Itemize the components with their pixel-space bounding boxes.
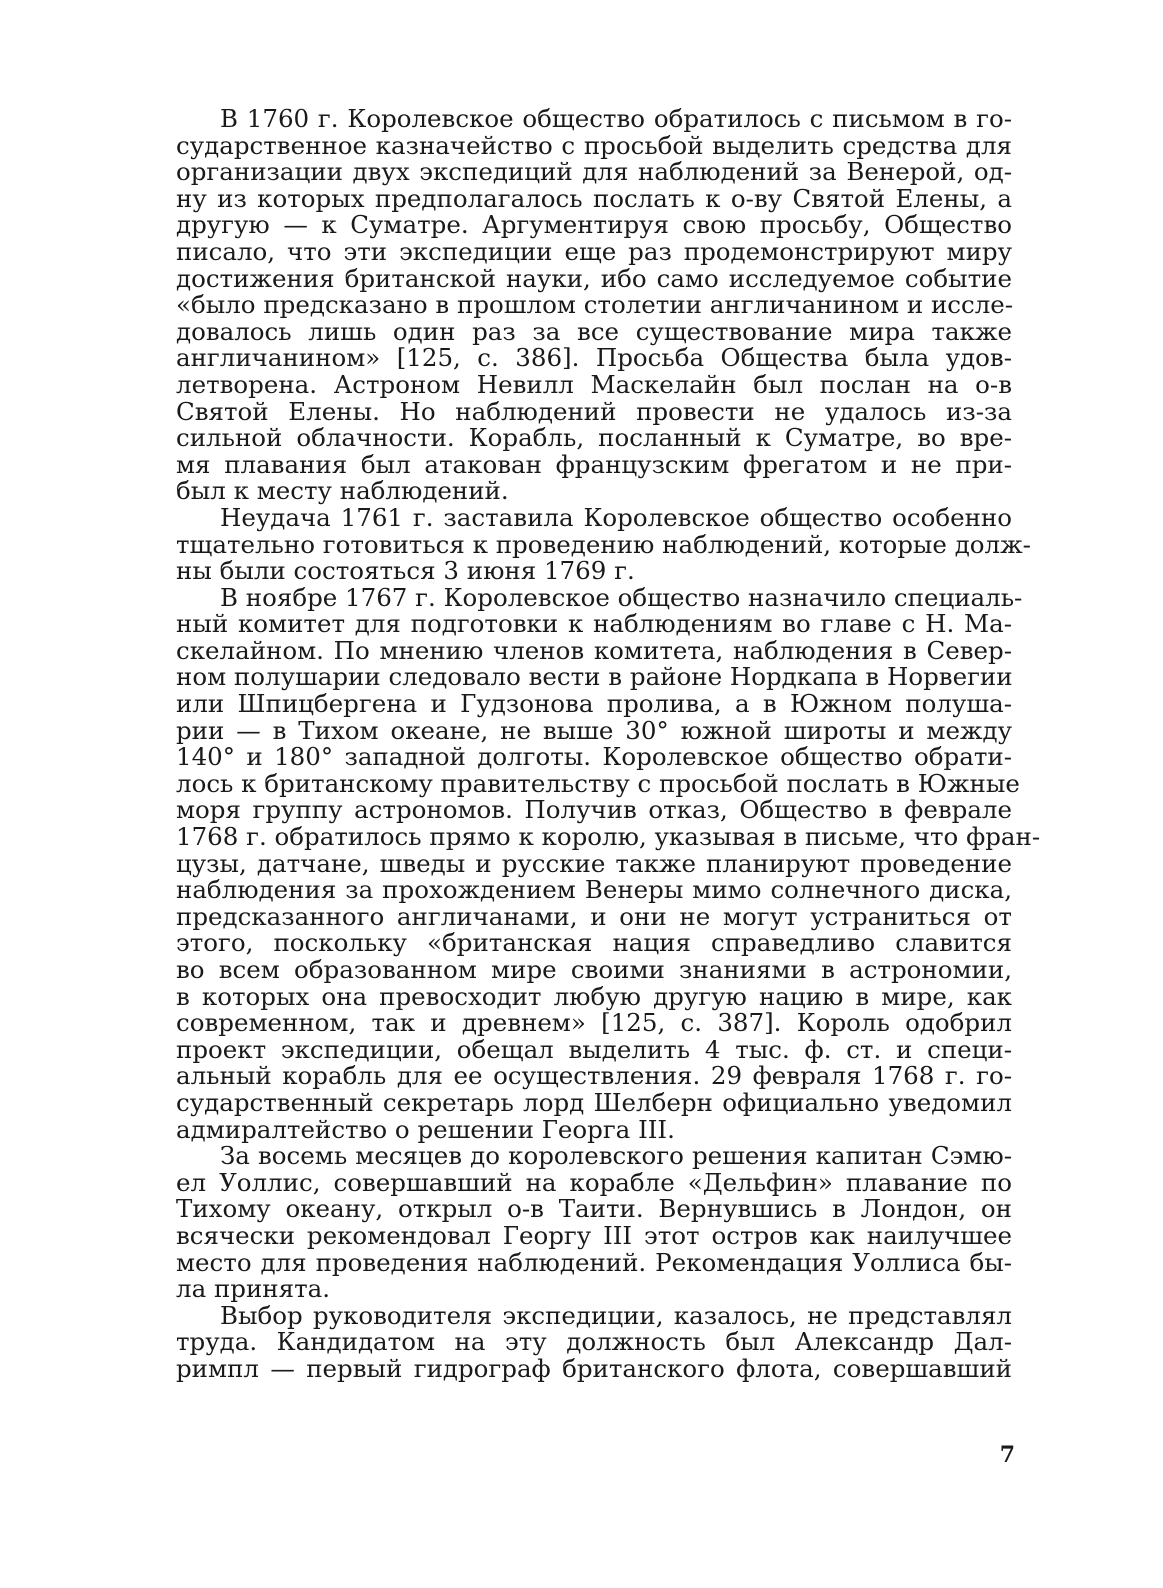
text-line: рии — в Тихом океане, не выше 30° южной широты и между — [176, 715, 1012, 745]
text-line: Неудача 1761 г. заставила Королевское общество особенно — [220, 502, 1012, 532]
text-line: альный корабль для ее осуществления. 29 февраля 1768 г. го- — [176, 1061, 1012, 1091]
paragraph — [176, 1300, 1012, 1383]
text-line: За восемь месяцев до королевского решения капитан Сэмю- — [220, 1141, 1012, 1171]
text-line: другую — к Суматре. Аргументируя свою просьбу, Общество — [176, 210, 1012, 240]
text-line: 140° и 180° западной долготы. Королевское общество обрати- — [176, 742, 1012, 772]
paragraph — [176, 582, 1041, 1144]
text-line: лось к британскому правительству с просьбой послать в Южные — [176, 768, 1020, 798]
text-line: 1768 г. обратилось прямо к королю, указывая в письме, что фран- — [176, 822, 1041, 852]
text-line: или Шпицбергена и Гудзонова пролива, а в Южном полуша- — [176, 689, 1012, 719]
paragraph — [176, 502, 1031, 586]
text-line: наблюдения за прохождением Венеры мимо солнечного диска, — [176, 875, 1012, 905]
text-line: в которых она превосходит любую другую нацию в мире, как — [176, 981, 1012, 1011]
text-line: Святой Елены. Но наблюдений провести не удалось из-за — [176, 396, 1012, 426]
text-line: сударственный секретарь лорд Шелберн официально уведомил — [176, 1087, 1012, 1117]
text-line: ный комитет для подготовки к наблюдениям во главе с Н. Ма- — [176, 609, 1012, 639]
text-line: моря группу астрономов. Получив отказ, Общество в феврале — [176, 795, 1012, 825]
text-line: скелайном. По мнению членов комитета, наблюдения в Север- — [176, 635, 1012, 665]
text-line: адмиралтейство о решении Георга III. — [176, 1114, 675, 1144]
text-line: «было предсказано в прошлом столетии англичанином и иссле- — [176, 290, 1014, 320]
text-line: во всем образованном мире своими знаниями в астрономии, — [176, 955, 1012, 984]
text-line: место для проведения наблюдений. Рекомендация Уоллиса бы- — [176, 1247, 1012, 1277]
text-line: цузы, датчане, шведы и русские также планируют проведение — [176, 848, 1012, 878]
text-line: организации двух экспедиций для наблюдений за Венерой, од- — [176, 157, 1012, 187]
text-line: современном, так и древнем» [125, с. 387]. Король одобрил — [176, 1008, 1012, 1038]
text-line: всячески рекомендовал Георгу III этот остров как наилучшее — [176, 1220, 1012, 1250]
page-number: 7 — [999, 1442, 1015, 1468]
paragraph — [176, 1143, 1012, 1303]
text-line: В ноябре 1767 г. Королевское общество назначило специаль- — [220, 582, 1023, 612]
text-line: труда. Кандидатом на эту должность был Александр Дал- — [176, 1327, 1012, 1357]
text-line: Тихому океану, открыл о-в Таити. Вернувшись в Лондон, он — [176, 1194, 1012, 1224]
text-line: ла принята. — [176, 1274, 331, 1304]
text-line: проект экспедиции, обещал выделить 4 тыс. ф. ст. и специ- — [176, 1034, 1012, 1064]
text-line: англичанином» [125, с. 386]. Просьба Общества была удов- — [176, 343, 1012, 373]
text-line: этого, поскольку «британская нация справедливо славится — [176, 928, 1012, 958]
paragraph — [176, 106, 1012, 505]
text-line: ны были состояться 3 июня 1769 г. — [176, 556, 635, 586]
text-line: ел Уоллис, совершавший на корабле «Дельфин» плавание по — [176, 1167, 1012, 1197]
text-line: Выбор руководителя экспедиции, казалось, не представлял — [220, 1300, 1012, 1330]
text-line: был к месту наблюдений. — [176, 476, 509, 506]
text-line: писало, что эти экспедиции еще раз продемонстрируют миру — [176, 236, 1012, 266]
text-line: мя плавания был атакован французским фрегатом и не при- — [176, 449, 1012, 479]
text-line: летворена. Астроном Невилл Маскелайн был послан на о-в — [176, 369, 1012, 399]
text-line: тщательно готовиться к проведению наблюдений, которые долж- — [176, 529, 1031, 559]
text-line: ном полушарии следовало вести в районе Нордкапа в Норвегии — [176, 662, 1013, 692]
text-line: сильной облачности. Корабль, посланный к Суматре, во вре- — [176, 423, 1012, 453]
text-line: достижения британской науки, ибо само исследуемое событие — [176, 263, 1012, 293]
text-line: В 1760 г. Королевское общество обратилось с письмом в го- — [220, 104, 1012, 133]
text-line: довалось лишь один раз за все существование мира также — [176, 316, 1012, 346]
text-line: ну из которых предполагалось послать к о-ву Святой Елены, а — [176, 183, 1012, 213]
text-line: предсказанного англичанами, и они не могут устраниться от — [176, 901, 1012, 931]
text-line: сударственное казначейство с просьбой выделить средства для — [176, 130, 1012, 160]
body-text — [176, 104, 1041, 1383]
text-line: римпл — первый гидрограф британского флота, совершавший — [176, 1353, 1012, 1383]
